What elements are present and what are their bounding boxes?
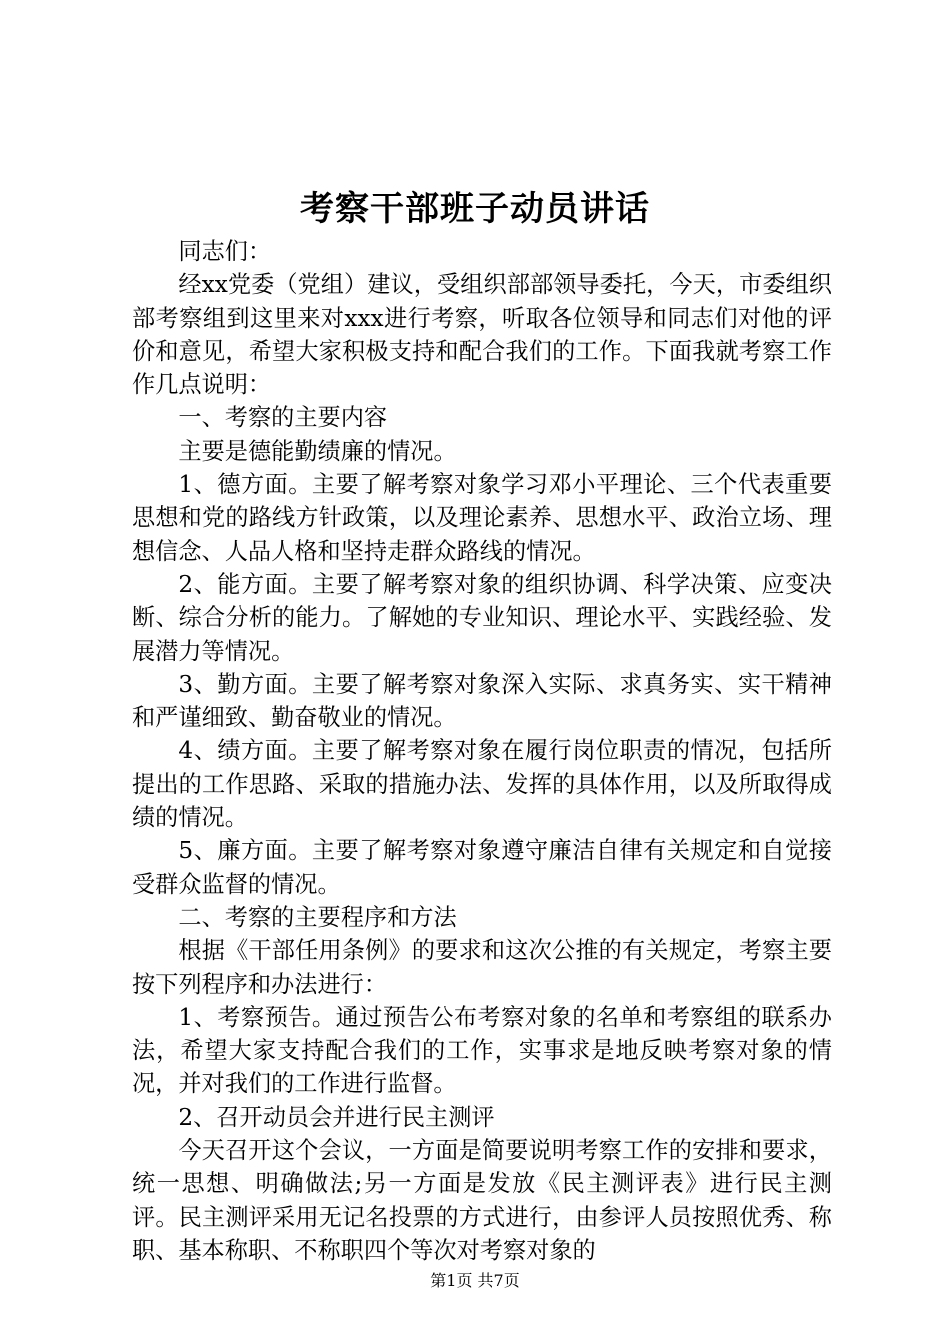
item-de: 1、德方面。主要了解考察对象学习邓小平理论、三个代表重要思想和党的路线方针政策，以及理论素养、思想水平、政治立场、理想信念、人品人格和坚持走群众路线的情况。 — [132, 471, 832, 565]
section-summary: 主要是德能勤绩廉的情况。 — [178, 437, 457, 465]
section-heading-1: 一、考察的主要内容 — [178, 404, 388, 432]
item-ji: 4、绩方面。主要了解考察对象在履行岗位职责的情况，包括所提出的工作思路、采取的措施办法、发挥的具体作用，以及所取得成绩的情况。 — [132, 737, 832, 832]
procedure-step-1: 1、考察预告。通过预告公布考察对象的名单和考察组的联系办法，希望大家支持配合我们的工作，实事求是地反映考察对象的情况，并对我们的工作进行监督。 — [132, 1003, 832, 1098]
page-footer: 第1页 共7页 — [430, 1271, 520, 1290]
item-neng: 2、能方面。主要了解考察对象的组织协调、科学决策、应变决断、综合分析的能力。了解她的专业知识、理论水平、实践经验、发展潜力等情况。 — [132, 570, 832, 665]
item-qin: 3、勤方面。主要了解考察对象深入实际、求真务实、实干精神和严谨细致、勤奋敬业的情况。 — [132, 670, 832, 732]
intro-paragraph: 经xx党委（党组）建议，受组织部部领导委托，今天，市委组织部考察组到这里来对xxx进行考察，听取各位领导和同志们对他的评价和意见，希望大家积极支持和配合我们的工作。下面我就考察工作作几点说明： — [132, 271, 832, 399]
procedure-step-2: 2、召开动员会并进行民主测评 — [178, 1103, 495, 1131]
salutation: 同志们： — [178, 238, 272, 265]
document-body — [132, 235, 832, 1267]
procedure-step-2-detail: 今天召开这个会议，一方面是简要说明考察工作的安排和要求，统一思想、明确做法;另一方面是发放《民主测评表》进行民主测评。民主测评采用无记名投票的方式进行，由参评人员按照优秀、称职、基本称职、不称职四个等次对考察对象的 — [132, 1137, 832, 1264]
section-heading-2: 二、考察的主要程序和方法 — [178, 903, 457, 931]
item-lian: 5、廉方面。主要了解考察对象遵守廉洁自律有关规定和自觉接受群众监督的情况。 — [132, 837, 832, 898]
document-title: 考察干部班子动员讲话 — [300, 189, 650, 229]
procedure-intro: 根据《干部任用条例》的要求和这次公推的有关规定，考察主要按下列程序和办法进行： — [132, 937, 832, 998]
